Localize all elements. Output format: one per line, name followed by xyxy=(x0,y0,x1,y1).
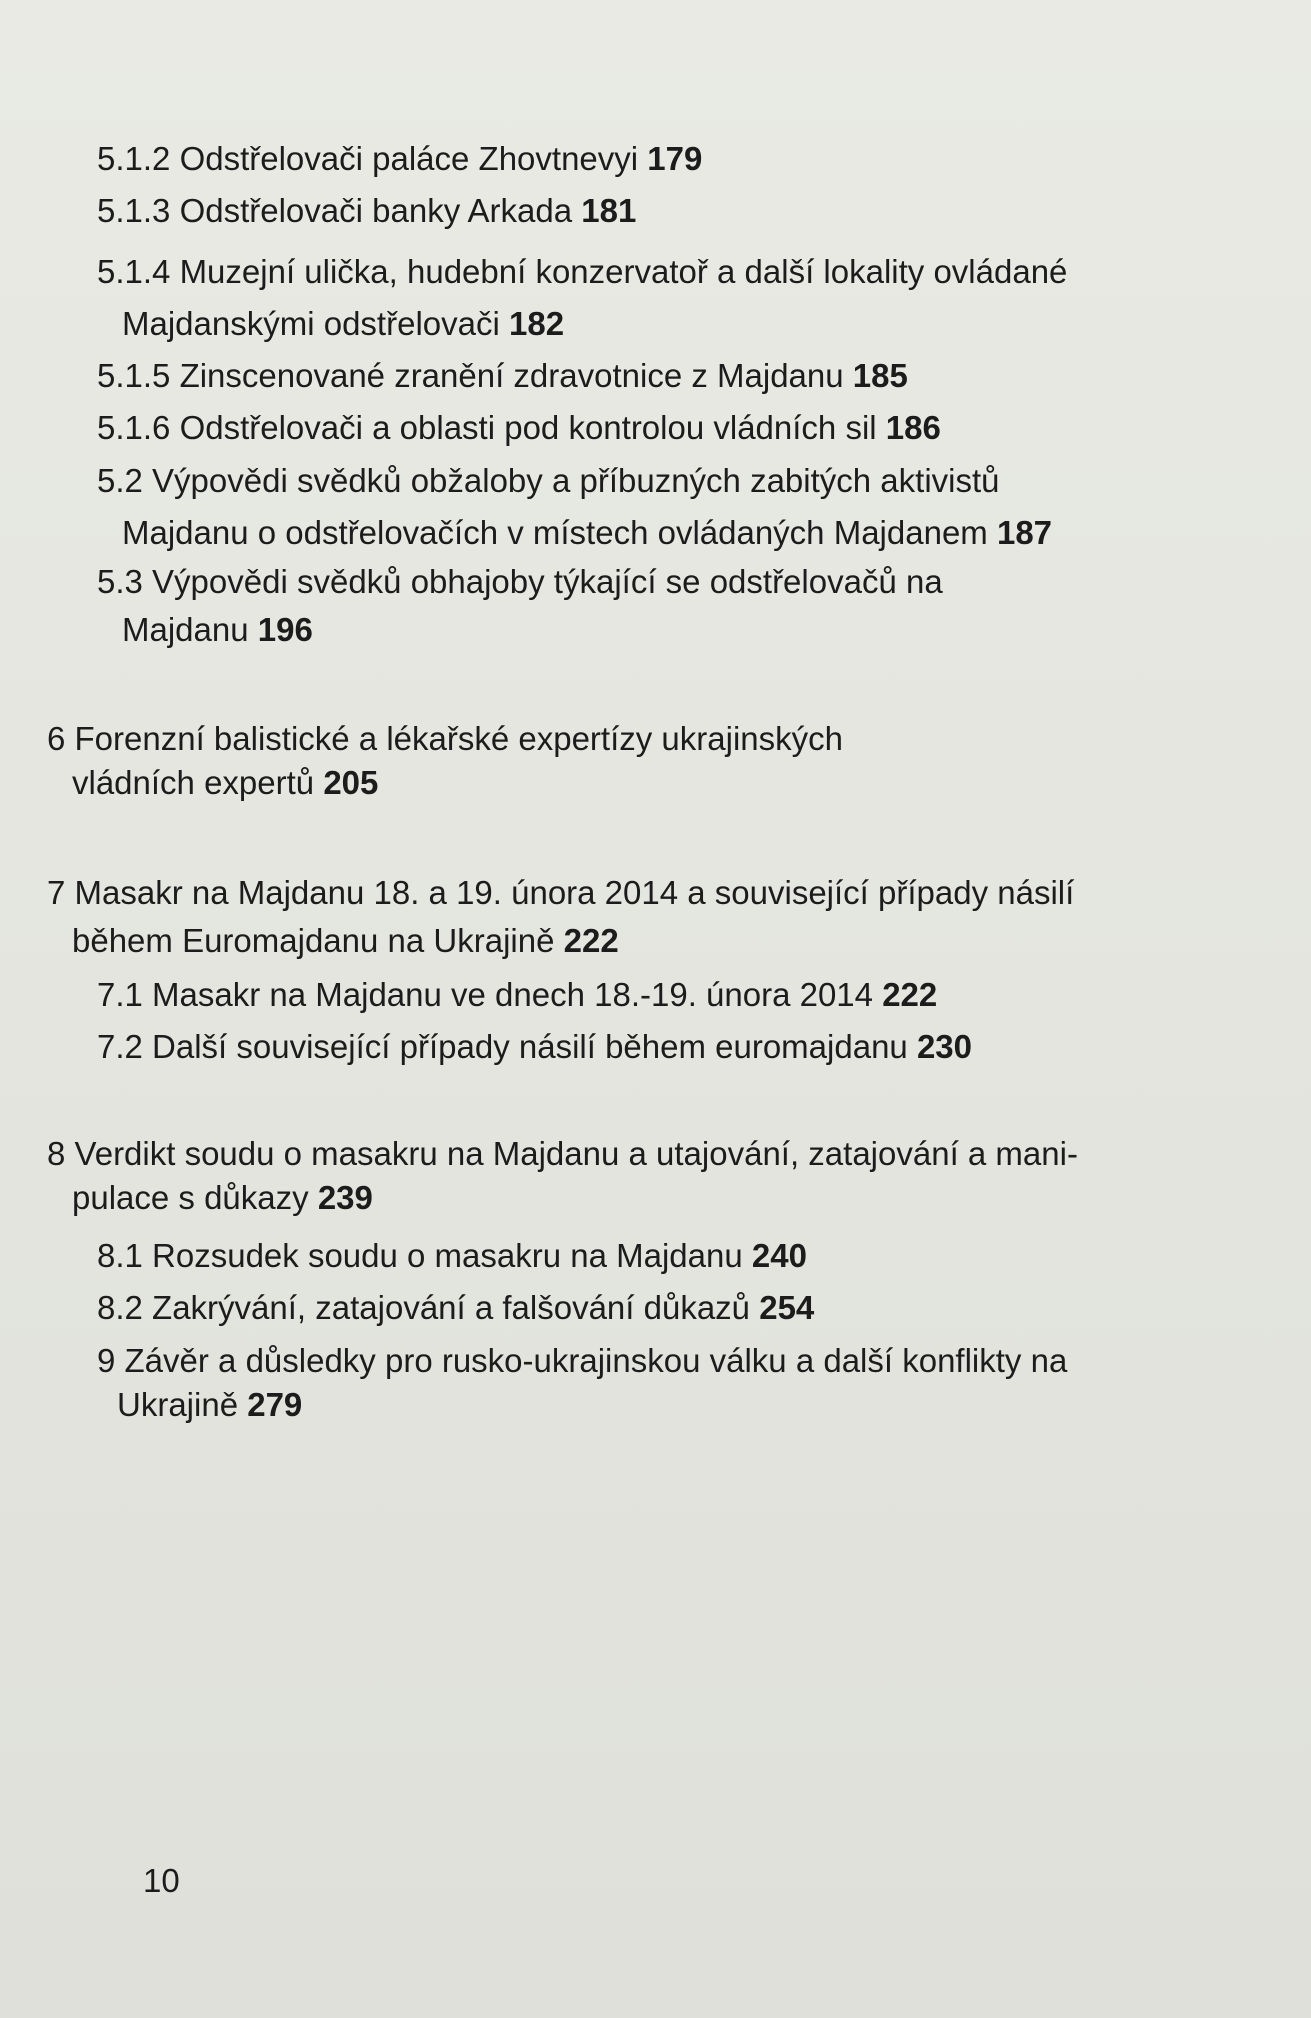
toc-page-number: 185 xyxy=(852,357,908,394)
toc-entry-7-2 xyxy=(97,1021,972,1073)
toc-entry-7-1 xyxy=(97,969,937,1021)
toc-page-number: 222 xyxy=(563,922,619,959)
toc-page-number: 230 xyxy=(916,1028,973,1065)
toc-entry-5-1-4-continued xyxy=(122,298,564,350)
toc-chapter-8-continued xyxy=(72,1172,373,1224)
toc-entry-5-3 xyxy=(97,556,943,608)
toc-entry-text: 5.1.4 Muzejní ulička, hudební konzervatoř a další lokality ovládané xyxy=(97,253,1068,290)
toc-entry-8-1 xyxy=(97,1230,807,1282)
toc-chapter-6-continued xyxy=(72,757,378,809)
toc-chapter-9-continued xyxy=(117,1379,302,1431)
toc-entry-5-1-5 xyxy=(97,350,908,402)
toc-entry-8-2 xyxy=(97,1282,814,1334)
toc-entry-text: 9 Závěr a důsledky pro rusko-ukrajinskou válku a další konflikty na xyxy=(97,1342,1068,1379)
toc-entry-text: Majdanu xyxy=(122,611,249,648)
toc-entry-text: 5.3 Výpovědi svědků obhajoby týkající se odstřelovačů na xyxy=(97,563,943,600)
toc-entry-5-2 xyxy=(97,455,1000,507)
toc-page-number: 279 xyxy=(247,1386,303,1423)
toc-entry-text: 5.1.3 Odstřelovači banky Arkada xyxy=(97,192,573,229)
toc-entry-text: 7 Masakr na Majdanu 18. a 19. února 2014 a související případy násilí xyxy=(47,874,1075,911)
toc-entry-text: pulace s důkazy xyxy=(72,1179,309,1216)
toc-entry-text: Ukrajině xyxy=(117,1386,239,1423)
toc-chapter-7 xyxy=(47,867,1074,919)
toc-entry-5-3-continued xyxy=(122,604,313,656)
toc-page-number: 239 xyxy=(317,1179,373,1216)
toc-entry-text: 5.1.2 Odstřelovači paláce Zhovtnevyi xyxy=(97,140,639,177)
toc-entry-text: 7.2 Další související případy násilí během euromajdanu xyxy=(97,1028,908,1065)
toc-entry-5-2-continued xyxy=(122,507,1052,559)
toc-entry-text: 5.1.6 Odstřelovači a oblasti pod kontrolou vládních sil xyxy=(97,409,877,446)
toc-entry-text: 5.2 Výpovědi svědků obžaloby a příbuzných zabitých aktivistů xyxy=(97,462,1000,499)
toc-page-number: 181 xyxy=(581,192,637,229)
toc-entry-5-1-4 xyxy=(97,246,1067,298)
toc-entry-5-1-2 xyxy=(97,133,702,185)
toc-entry-text: 6 Forenzní balistické a lékařské expertízy ukrajinských xyxy=(47,720,843,757)
toc-page-number: 205 xyxy=(323,764,379,801)
toc-page-number: 179 xyxy=(647,140,703,177)
toc-page-number: 196 xyxy=(257,611,313,648)
page-number: 10 xyxy=(143,1862,180,1899)
toc-page-number: 182 xyxy=(508,305,565,342)
toc-page-number: 254 xyxy=(759,1289,815,1326)
toc-entry-text: Majdanskými odstřelovači xyxy=(122,305,500,342)
toc-page-number: 240 xyxy=(751,1237,807,1274)
toc-entry-5-1-3 xyxy=(97,185,636,237)
toc-entry-text: 7.1 Masakr na Majdanu ve dnech 18.-19. února 2014 xyxy=(97,976,874,1013)
toc-entry-text: Majdanu o odstřelovačích v místech ovládaných Majdanem xyxy=(122,514,988,551)
toc-entry-text: 8.1 Rozsudek soudu o masakru na Majdanu xyxy=(97,1237,743,1274)
toc-chapter-7-continued xyxy=(72,915,619,967)
toc-entry-text: 8 Verdikt soudu o masakru na Majdanu a utajování, zatajování a mani- xyxy=(47,1135,1078,1172)
toc-page-number: 187 xyxy=(996,514,1053,551)
toc-page-number: 186 xyxy=(885,409,941,446)
toc-entry-text: během Euromajdanu na Ukrajině xyxy=(72,922,555,959)
toc-entry-5-1-6 xyxy=(97,402,941,454)
toc-page-number: 222 xyxy=(882,976,938,1013)
toc-entry-text: vládních expertů xyxy=(72,764,315,801)
toc-entry-text: 5.1.5 Zinscenované zranění zdravotnice z Majdanu xyxy=(97,357,844,394)
toc-entry-text: 8.2 Zakrývání, zatajování a falšování důkazů xyxy=(97,1289,751,1326)
